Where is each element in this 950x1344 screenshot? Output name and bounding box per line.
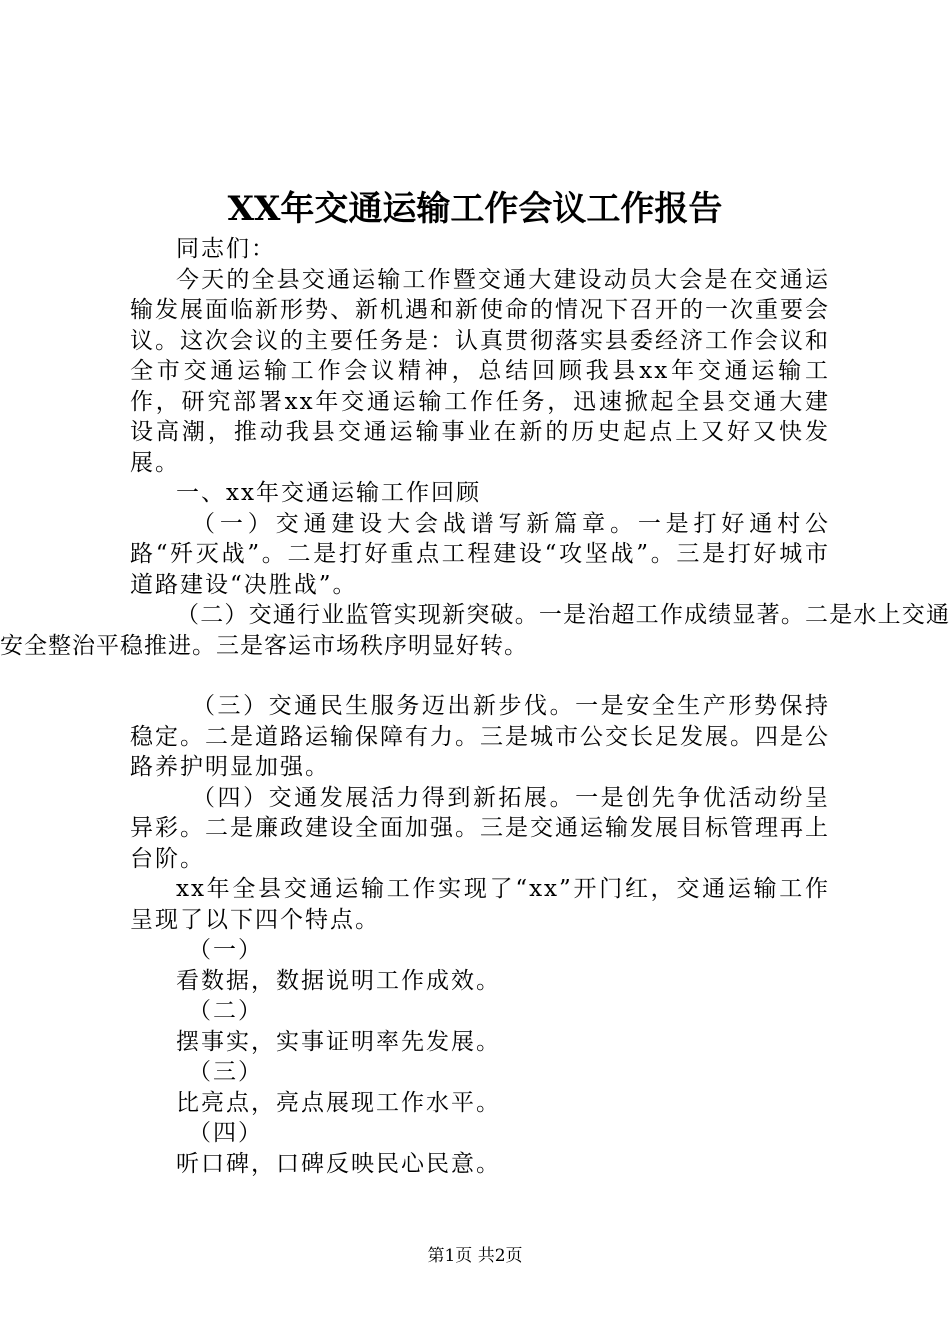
section-heading: 一、xx年交通运输工作回顾 bbox=[176, 480, 481, 506]
feature-text: 看数据，数据说明工作成效。 bbox=[176, 967, 501, 994]
greeting: 同志们： bbox=[176, 236, 276, 262]
document-title: XX年交通运输工作会议工作报告 bbox=[227, 189, 723, 229]
subsection-2: （二）交通行业监管实现新突破。一是治超工作成绩显著。二是水上交通安全整治平稳推进。三是客运市场秩序明显好转。 bbox=[0, 602, 950, 659]
intro-paragraph: 今天的全县交通运输工作暨交通大建设动员大会是在交通运输发展面临新形势、新机遇和新使命的情况下召开的一次重要会议。这次会议的主要任务是：认真贯彻落实县委经济工作会议和全市交通运输工作会议精神，总结回顾我县xx年交通运输工作，研究部署xx年交通运输工作任务，迅速掀起全县交通大建设高潮，推动我县交通运输事业在新的历史起点上又好又快发展。 bbox=[130, 266, 830, 476]
feature-number: （三） bbox=[188, 1059, 263, 1085]
feature-text: 听口碑，口碑反映民心民意。 bbox=[176, 1150, 501, 1177]
feature-text: 比亮点，亮点展现工作水平。 bbox=[176, 1089, 501, 1116]
feature-number: （一） bbox=[188, 937, 263, 963]
subsection-3: （三）交通民生服务迈出新步伐。一是安全生产形势保持稳定。二是道路运输保障有力。三是城市公交长足发展。四是公路养护明显加强。 bbox=[130, 693, 830, 780]
feature-number: （四） bbox=[188, 1120, 263, 1146]
feature-text: 摆事实，实事证明率先发展。 bbox=[176, 1028, 501, 1055]
document-body bbox=[0, 234, 950, 1179]
feature-number: （二） bbox=[188, 998, 263, 1024]
subsection-4: （四）交通发展活力得到新拓展。一是创先争优活动纷呈异彩。二是廉政建设全面加强。三是交通运输发展目标管理再上台阶。 bbox=[130, 784, 830, 872]
subsection-1: （一）交通建设大会战谱写新篇章。一是打好通村公路“歼灭战”。二是打好重点工程建设“攻坚战”。三是打好城市道路建设“决胜战”。 bbox=[130, 510, 830, 598]
summary-paragraph: xx年全县交通运输工作实现了“xx”开门红，交通运输工作呈现了以下四个特点。 bbox=[130, 876, 830, 933]
page-footer: 第1页 共2页 bbox=[427, 1246, 523, 1266]
